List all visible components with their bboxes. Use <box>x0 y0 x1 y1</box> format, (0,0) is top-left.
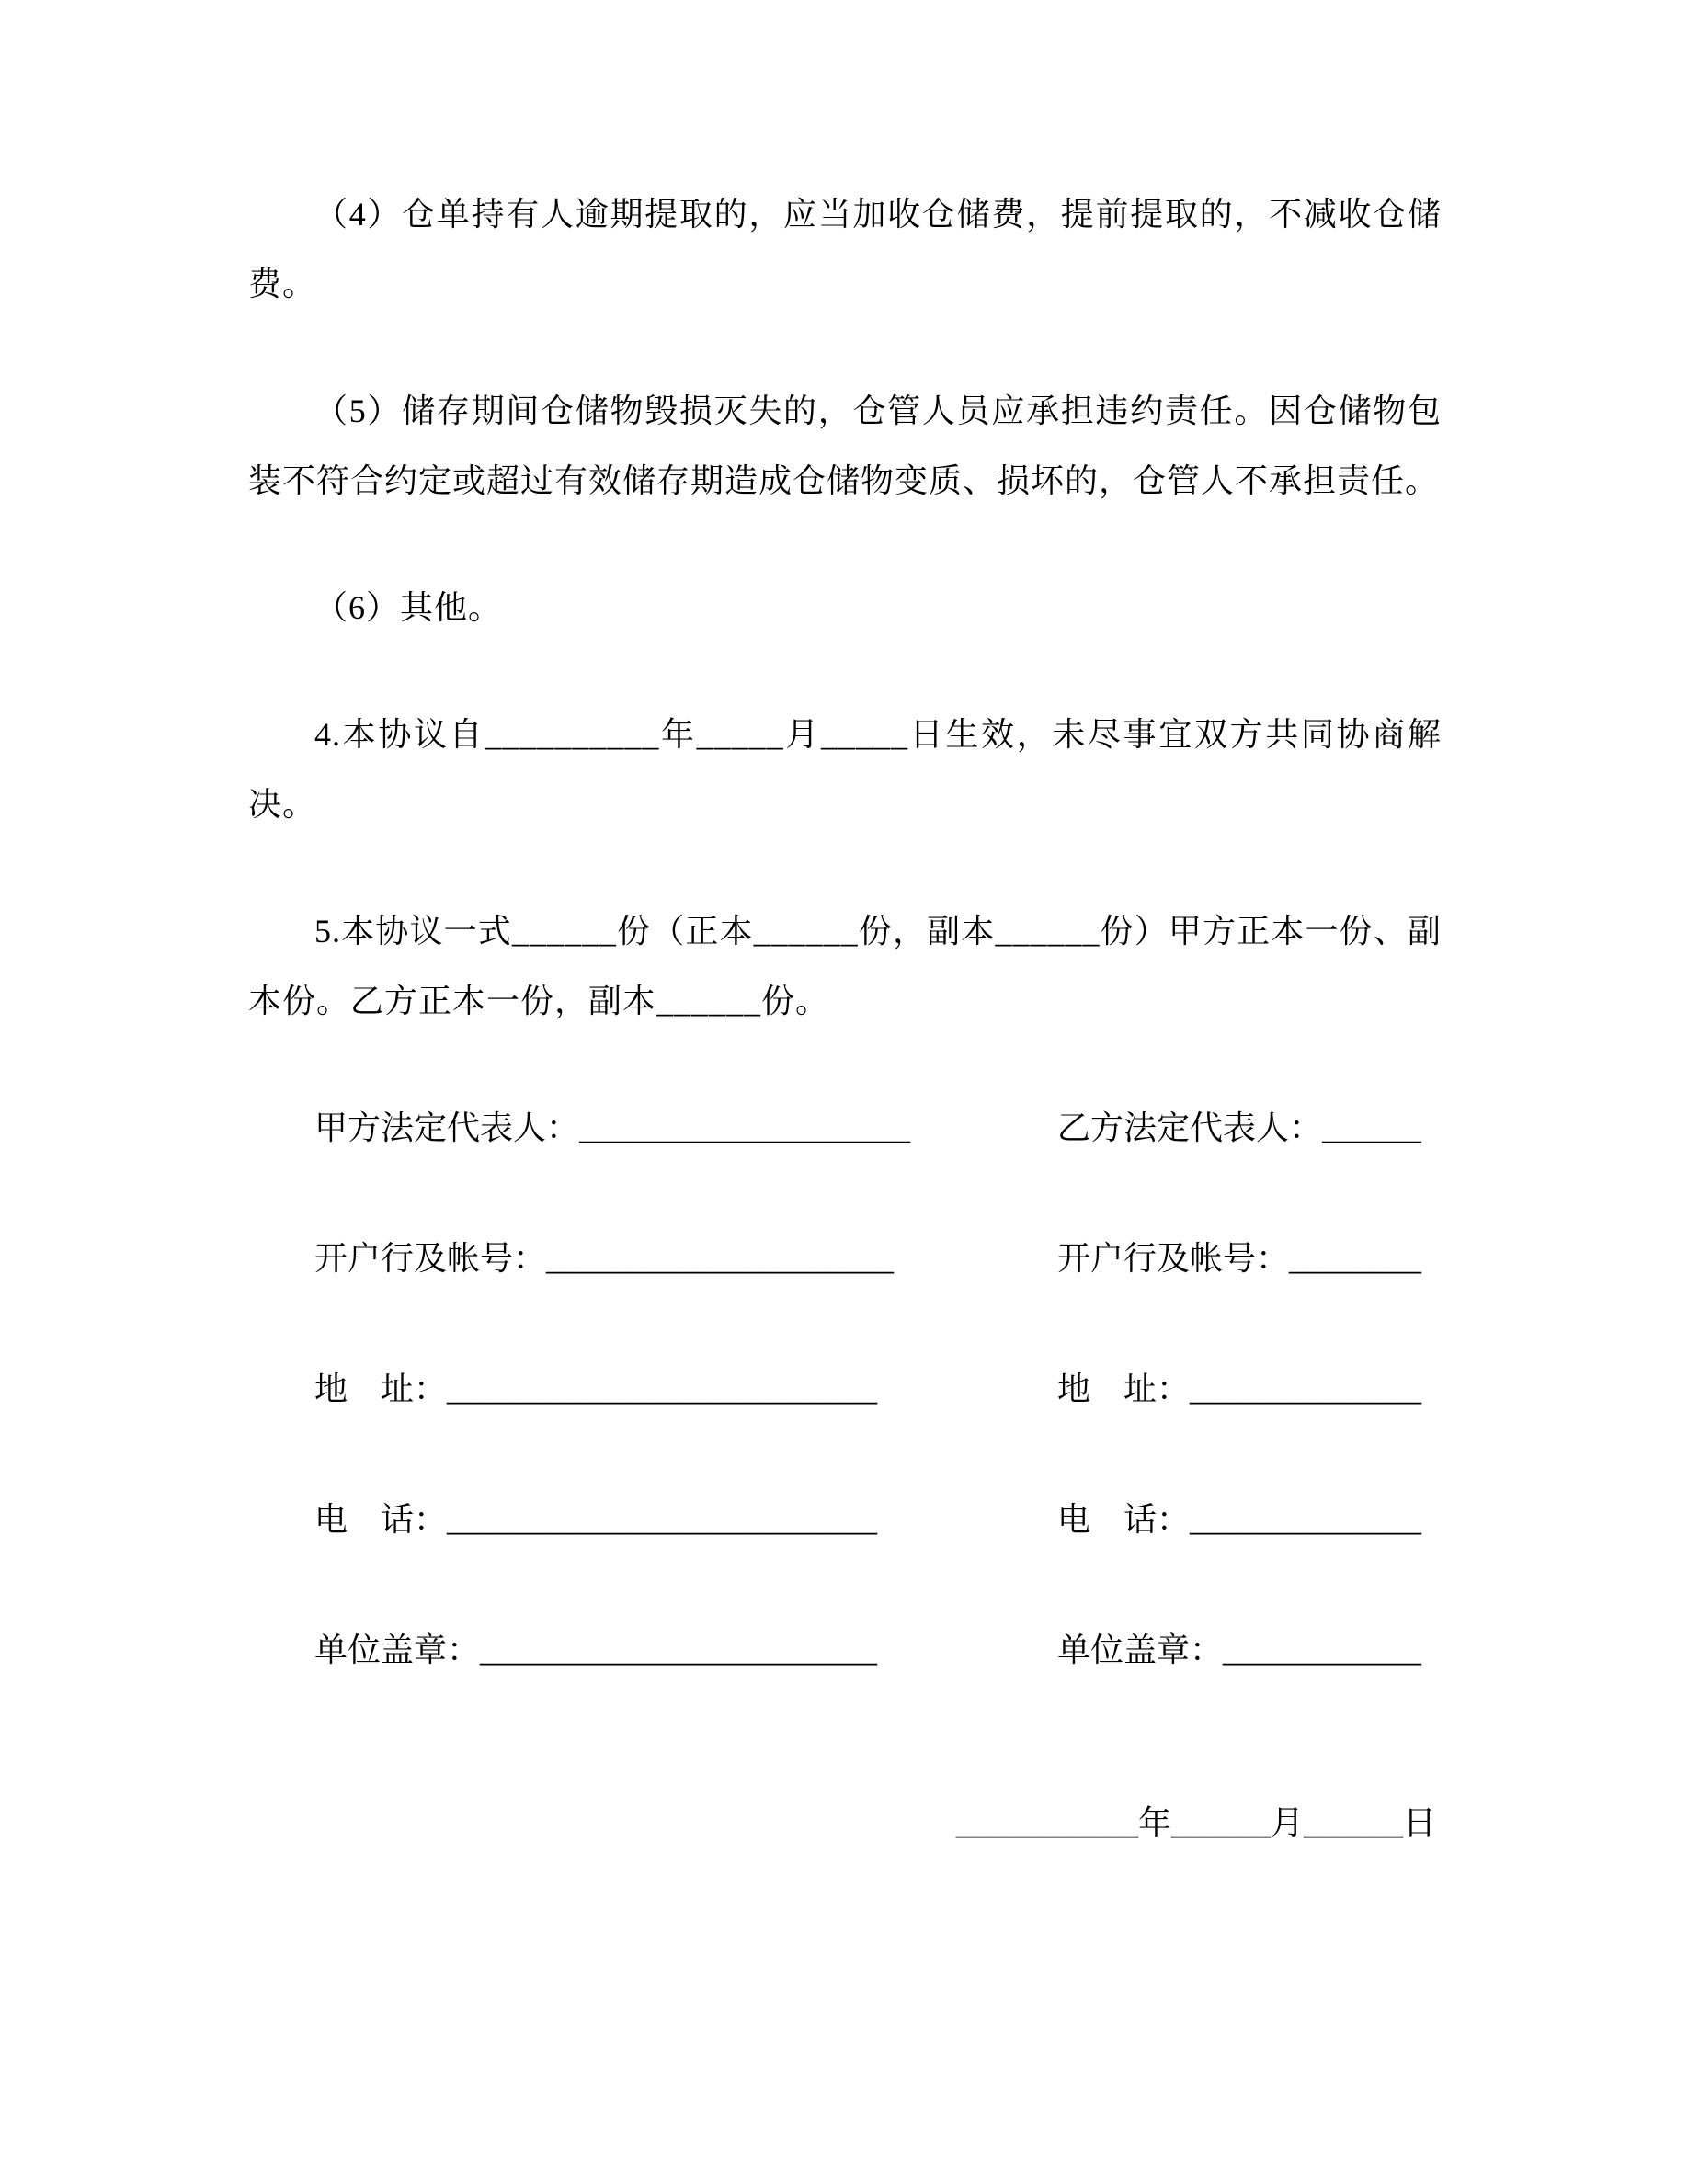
party-b-rep-blank: ______ <box>1322 1109 1422 1146</box>
party-a-seal-label: 单位盖章： <box>314 1632 481 1668</box>
party-b-bank-blank: ________ <box>1289 1240 1422 1277</box>
clause-5-damage-liability: （5）储存期间仓储物毁损灭失的，仓管人员应承担违约责任。因仓储物包装不符合约定或超过有效储存期造成仓储物变质、损坏的，仓管人不承担责任。 <box>248 392 1442 499</box>
party-a-bank-blank: _____________________ <box>546 1240 895 1277</box>
party-b-seal-cell <box>1057 1615 1442 1685</box>
party-a-rep-cell <box>314 1093 1057 1163</box>
party-b-bank-cell <box>1057 1223 1442 1293</box>
party-b-phone-cell <box>1057 1484 1442 1554</box>
party-b-rep-cell <box>1057 1093 1442 1163</box>
party-a-bank-cell <box>314 1223 1057 1293</box>
party-b-seal-blank: ____________ <box>1223 1632 1422 1668</box>
party-a-rep-blank: ____________________ <box>579 1109 911 1146</box>
party-a-seal-cell <box>314 1615 1057 1685</box>
party-a-address-blank: __________________________ <box>447 1371 878 1407</box>
term-4-effective-date: 4.本协议自__________年_____月_____日生效，未尽事宜双方共同协商解决。 <box>248 716 1442 823</box>
party-a-phone-blank: __________________________ <box>447 1501 878 1538</box>
party-a-rep-label: 甲方法定代表人： <box>314 1109 580 1146</box>
party-a-seal-blank: ________________________ <box>480 1632 878 1668</box>
signature-row-company-seal <box>248 1615 1442 1685</box>
party-a-address-label: 地 址： <box>314 1371 448 1407</box>
party-a-phone-cell <box>314 1484 1057 1554</box>
party-b-address-cell <box>1057 1354 1442 1424</box>
party-b-phone-blank: ______________ <box>1190 1501 1422 1538</box>
signature-row-phone <box>248 1484 1442 1554</box>
signature-row-bank-account <box>248 1223 1442 1293</box>
party-b-bank-label: 开户行及帐号： <box>1057 1240 1290 1277</box>
party-b-rep-label: 乙方法定代表人： <box>1057 1109 1323 1146</box>
term-5-copies: 5.本协议一式______份（正本______份，副本______份）甲方正本一份、副本份。乙方正本一份，副本______份。 <box>248 913 1442 1019</box>
party-b-seal-label: 单位盖章： <box>1057 1632 1224 1668</box>
signature-block <box>248 1093 1442 1685</box>
party-b-address-label: 地 址： <box>1057 1371 1191 1407</box>
clause-6-other: （6）其他。 <box>314 589 503 626</box>
party-a-phone-label: 电 话： <box>314 1501 448 1538</box>
party-a-address-cell <box>314 1354 1057 1424</box>
party-a-bank-label: 开户行及帐号： <box>314 1240 547 1277</box>
party-b-address-blank: ______________ <box>1190 1371 1422 1407</box>
signature-row-address <box>248 1354 1442 1424</box>
signing-date-line: ___________年______月______日 <box>956 1804 1436 1841</box>
clause-4-overdue-pickup: （4）仓单持有人逾期提取的，应当加收仓储费，提前提取的，不减收仓储费。 <box>248 196 1442 302</box>
party-b-phone-label: 电 话： <box>1057 1501 1191 1538</box>
signature-row-legal-representative <box>248 1093 1442 1163</box>
